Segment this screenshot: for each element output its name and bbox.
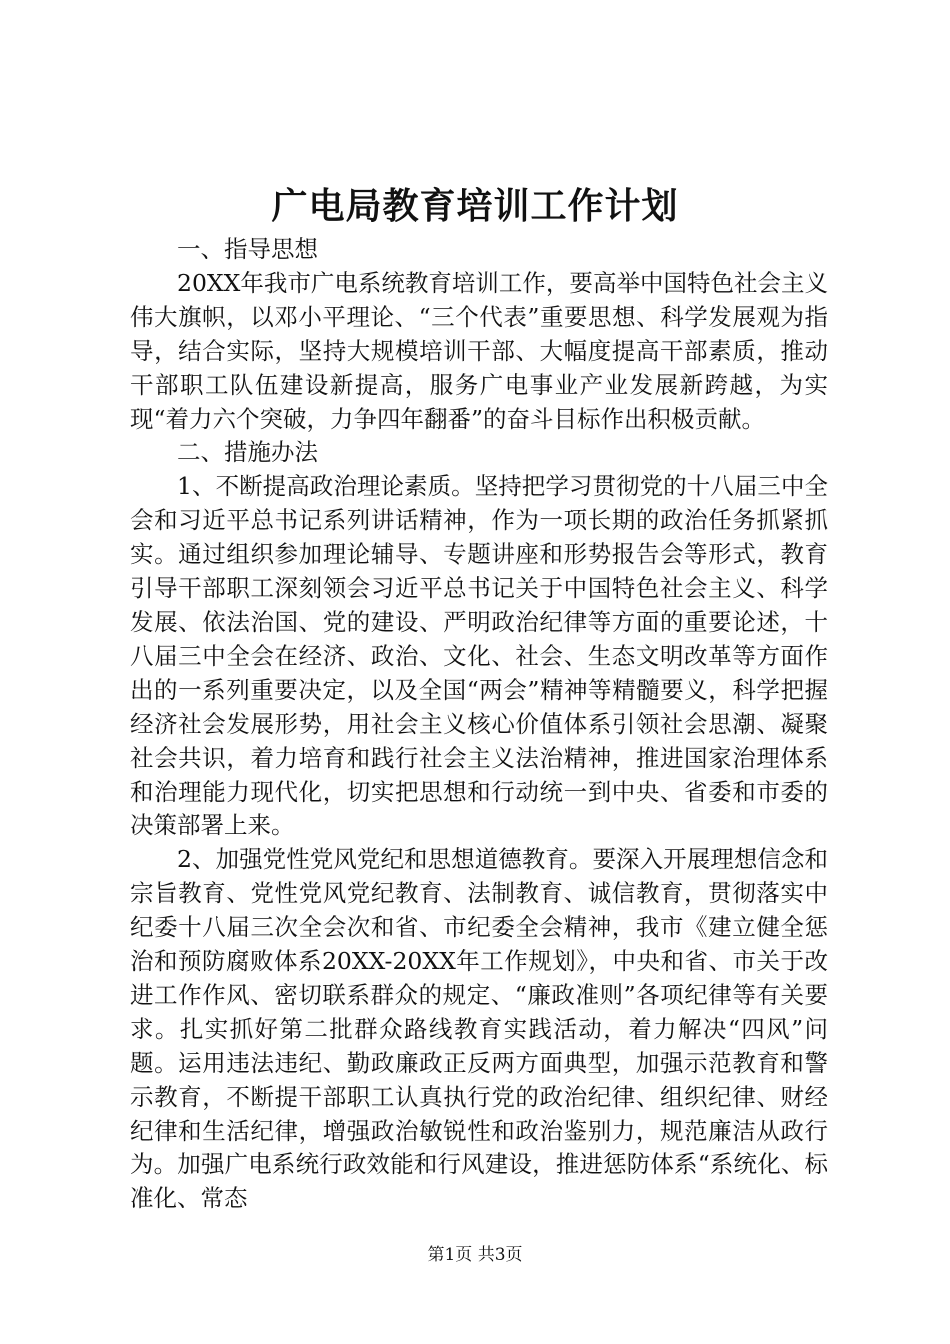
document-title: 广电局教育培训工作计划 bbox=[271, 185, 679, 227]
page-number-footer: 第1页 共3页 bbox=[427, 1245, 523, 1265]
paragraph-measure-1: 1、不断提高政治理论素质。坚持把学习贯彻党的十八届三中全会和习近平总书记系列讲话精神，作为一项长期的政治任务抓紧抓实。通过组织参加理论辅导、专题讲座和形势报告会等形式，教育引导干部职工深刻领会习近平总书记关于中国特色社会主义、科学发展、依法治国、党的建设、严明政治纪律等方面的重要论述，十八届三中全会在经济、政治、文化、社会、生态文明改革等方面作出的一系列重要决定，以及全国“两会”精神等精髓要义，科学把握经济社会发展形势，用社会主义核心价值体系引领社会思潮、凝聚社会共识，着力培育和践行社会主义法治精神，推进国家治理体系和治理能力现代化，切实把思想和行动统一到中央、省委和市委的决策部署上来。 bbox=[130, 472, 828, 840]
section-heading-guiding-ideology: 一、指导思想 bbox=[177, 235, 318, 263]
paragraph-guiding-ideology: 20XX年我市广电系统教育培训工作，要高举中国特色社会主义伟大旗帜，以邓小平理论、“三个代表”重要思想、科学发展观为指导，结合实际，坚持大规模培训干部、大幅度提高干部素质，推动干部职工队伍建设新提高，服务广电事业产业发展新跨越，为实现“着力六个突破，力争四年翻番”的奋斗目标作出积极贡献。 bbox=[130, 268, 828, 433]
section-heading-measures: 二、措施办法 bbox=[177, 438, 318, 467]
document-body bbox=[130, 233, 828, 1216]
paragraph-measure-2: 2、加强党性党风党纪和思想道德教育。要深入开展理想信念和宗旨教育、党性党风党纪教育、法制教育、诚信教育，贯彻落实中纪委十八届三次全会次和省、市纪委全会精神，我市《建立健全惩治和预防腐败体系20XX-20XX年工作规划》，中央和省、市关于改进工作作风、密切联系群众的规定、“廉政准则”各项纪律等有关要求。扎实抓好第二批群众路线教育实践活动，着力解决“四风”问题。运用违法违纪、勤政廉政正反两方面典型，加强示范教育和警示教育，不断提干部职工认真执行党的政治纪律、组织纪律、财经纪律和生活纪律，增强政治敏锐性和政治鉴别力，规范廉洁从政行为。加强广电系统行政效能和行风建设，推进惩防体系“系统化、标准化、常态 bbox=[130, 845, 828, 1213]
